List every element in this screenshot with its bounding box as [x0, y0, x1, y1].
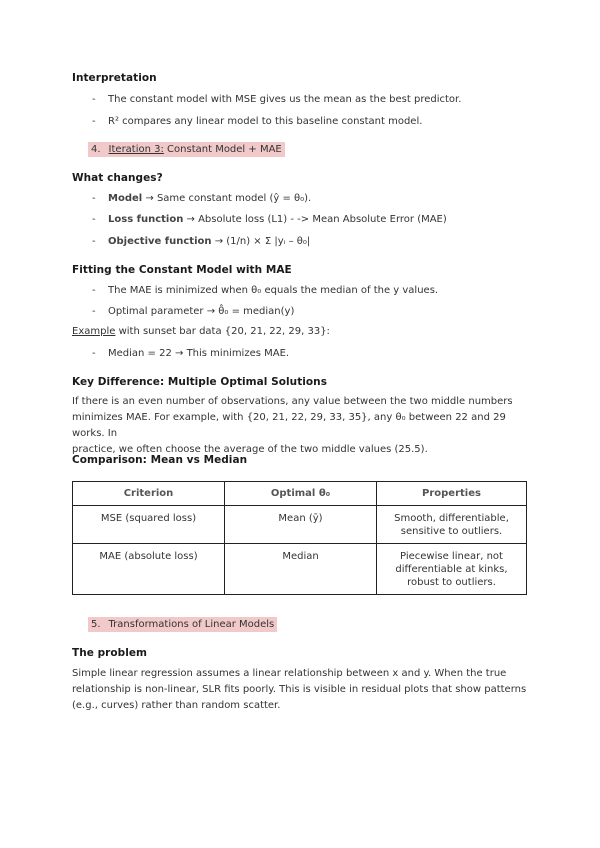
list-item: - Model → Same constant model (ŷ = θ₀). [92, 193, 312, 204]
column-header: Properties [377, 482, 527, 506]
example-link[interactable]: Example [72, 326, 116, 337]
example-line: Example with sunset bar data {20, 21, 22, 29, 33}: [72, 326, 330, 337]
section-4-heading: 4. Iteration 3: Constant Model + MAE [88, 142, 285, 157]
table-cell: Mean (ȳ) [225, 506, 377, 544]
iteration-3-link[interactable]: Iteration 3: [108, 144, 164, 155]
list-item: - The MAE is minimized when θ₀ equals the median of the y values. [92, 285, 439, 296]
problem-heading: The problem [72, 647, 148, 659]
key-difference-paragraph: If there is an even number of observations, any value between the two middle numbers minimizes MAE. For example, with {20, 21, 22, 29, 33, 35}, any θ₀ between 22 and 29 works. In practice, we often choose the average of the two middle values (25.5). [72, 396, 513, 455]
problem-paragraph: Simple linear regression assumes a linear relationship between x and y. When the true relationship is non-linear, SLR fits poorly. This is visible in residual plots that show patterns (e.g., curves) rather than random scatter. [72, 668, 527, 711]
section-5-heading: 5. Transformations of Linear Models [88, 617, 277, 632]
list-item: - The constant model with MSE gives us the mean as the best predictor. [92, 94, 462, 105]
table-cell: Median [225, 544, 377, 595]
table-header-row [73, 482, 527, 506]
table-cell: MSE (squared loss) [73, 506, 225, 544]
table-cell: Smooth, differentiable, sensitive to outliers. [377, 506, 527, 544]
list-item: - Median = 22 → This minimizes MAE. [92, 348, 290, 359]
list-item: - Loss function → Absolute loss (L1) - -> Mean Absolute Error (MAE) [92, 214, 447, 225]
comparison-table [72, 481, 527, 595]
comparison-heading: Comparison: Mean vs Median [72, 454, 248, 466]
interpretation-heading: Interpretation [72, 72, 157, 84]
column-header: Criterion [73, 482, 225, 506]
table-cell: Piecewise linear, not differentiable at kinks, robust to outliers. [377, 544, 527, 595]
list-item: - Objective function → (1/n) × Σ |yᵢ – θ₀| [92, 236, 311, 247]
column-header: Optimal θ₀ [225, 482, 377, 506]
fitting-heading: Fitting the Constant Model with MAE [72, 264, 292, 276]
table-row [73, 544, 527, 595]
what-changes-heading: What changes? [72, 172, 163, 184]
table-row [73, 506, 527, 544]
list-item: - R² compares any linear model to this baseline constant model. [92, 116, 423, 127]
table-cell: MAE (absolute loss) [73, 544, 225, 595]
list-item: - Optimal parameter → θ̂₀ = median(y) [92, 306, 295, 317]
key-difference-heading: Key Difference: Multiple Optimal Solutions [72, 376, 328, 388]
